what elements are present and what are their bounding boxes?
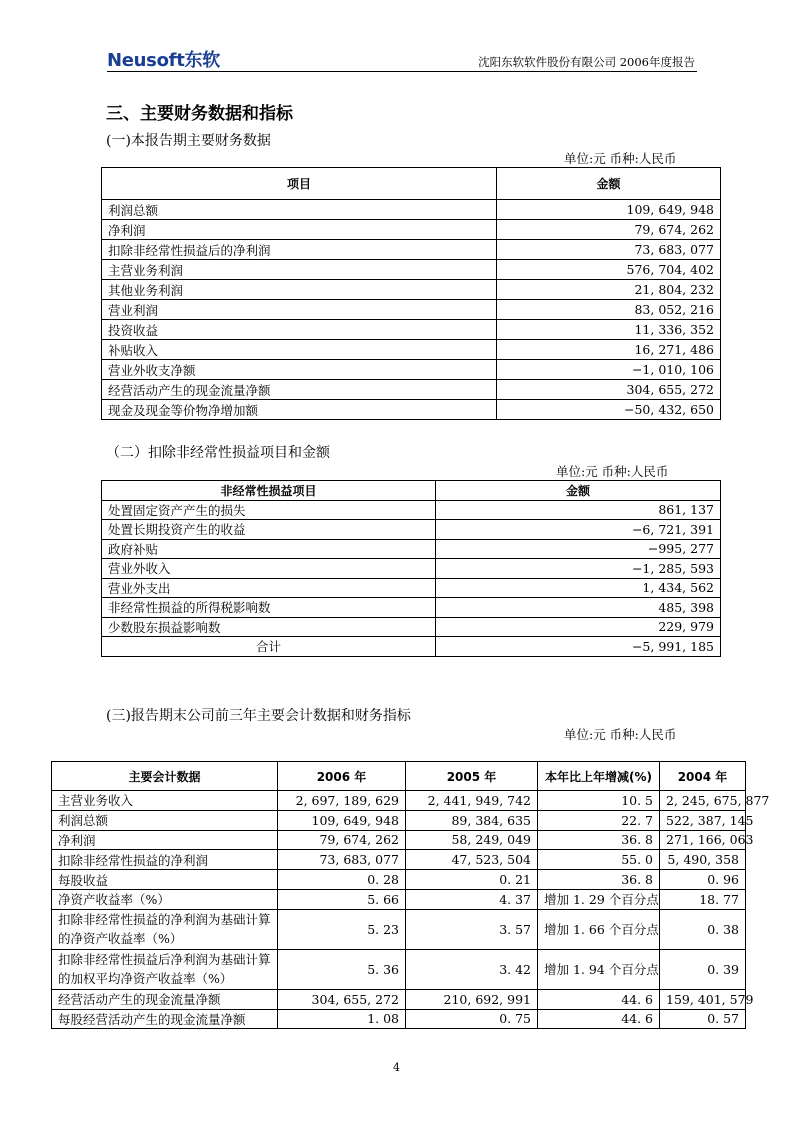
table-row [102, 578, 721, 598]
row-label: 净利润 [102, 220, 497, 240]
column-header: 非经常性损益项目 [102, 481, 436, 501]
section-title: 三、主要财务数据和指标 [106, 104, 293, 124]
row-value: 0. 28 [278, 870, 406, 890]
row-value: 1, 434, 562 [436, 578, 721, 598]
row-label: 净利润 [52, 830, 278, 850]
row-value: 485, 398 [436, 598, 721, 618]
row-value: 0. 57 [660, 1009, 746, 1029]
row-value: 576, 704, 402 [497, 260, 721, 280]
row-value: 36. 8 [538, 870, 660, 890]
row-value: 4. 37 [406, 889, 538, 909]
row-value: 2, 441, 949, 742 [406, 791, 538, 811]
part3-title: (三)报告期末公司前三年主要会计数据和财务指标 [106, 708, 411, 724]
row-label: 处置长期投资产生的收益 [102, 520, 436, 540]
part1-title: (一)本报告期主要财务数据 [106, 133, 271, 149]
table-row [102, 559, 721, 579]
table-row [102, 539, 721, 559]
table-row [52, 889, 746, 909]
row-value: 159, 401, 579 [660, 989, 746, 1009]
three-year-accounting-data-table [51, 761, 770, 1029]
table-header-row [52, 762, 746, 791]
row-value: −1, 285, 593 [436, 559, 721, 579]
table-row [52, 1009, 746, 1029]
row-value: −995, 277 [436, 539, 721, 559]
row-value: 73, 683, 077 [497, 240, 721, 260]
table-row [52, 989, 746, 1009]
row-value: 44. 6 [538, 989, 660, 1009]
row-label: 营业外收支净额 [102, 360, 497, 380]
row-label: 现金及现金等价物净增加额 [102, 400, 497, 420]
non-recurring-items-table [101, 480, 721, 657]
table-row [102, 260, 721, 280]
row-label: 其他业务利润 [102, 280, 497, 300]
row-label: 经营活动产生的现金流量净额 [52, 989, 278, 1009]
row-label: 政府补贴 [102, 539, 436, 559]
row-value: −1, 010, 106 [497, 360, 721, 380]
column-header: 本年比上年增减(%) [538, 762, 660, 791]
row-value: 79, 674, 262 [278, 830, 406, 850]
row-value: 47, 523, 504 [406, 850, 538, 870]
row-value: 229, 979 [436, 617, 721, 637]
page-number: 4 [393, 1061, 400, 1074]
table-header-row [102, 481, 721, 501]
row-value: 271, 166, 063 [660, 830, 746, 850]
table-row [52, 830, 746, 850]
row-label: 扣除非经常性损益后的净利润 [102, 240, 497, 260]
part3-unit: 单位:元 币种:人民币 [564, 727, 677, 742]
row-value: 5. 66 [278, 889, 406, 909]
part2-unit: 单位:元 币种:人民币 [556, 464, 669, 479]
row-label: 补贴收入 [102, 340, 497, 360]
row-value: 210, 692, 991 [406, 989, 538, 1009]
table-row [102, 617, 721, 637]
row-value: 109, 649, 948 [497, 200, 721, 220]
neusoft-logo: Neusoft东软 [107, 50, 220, 71]
row-value: 21, 804, 232 [497, 280, 721, 300]
row-value: 522, 387, 145 [660, 810, 746, 830]
row-label: 经营活动产生的现金流量净额 [102, 380, 497, 400]
table-row [52, 949, 746, 989]
row-value: 36. 8 [538, 830, 660, 850]
table-row [102, 360, 721, 380]
total-label: 合计 [102, 637, 436, 657]
row-value: 0. 75 [406, 1009, 538, 1029]
row-value: 3. 42 [406, 949, 538, 989]
total-value: −5, 991, 185 [436, 637, 721, 657]
table-row [102, 598, 721, 618]
part1-unit: 单位:元 币种:人民币 [564, 151, 677, 166]
row-value: 0. 38 [660, 909, 746, 949]
row-value: 22. 7 [538, 810, 660, 830]
row-value: 增加 1. 29 个百分点 [538, 889, 660, 909]
table-header-row [102, 168, 721, 200]
row-value: −6, 721, 391 [436, 520, 721, 540]
row-label: 扣除非经常性损益的净利润 [52, 850, 278, 870]
row-value: 18. 77 [660, 889, 746, 909]
row-label: 营业利润 [102, 300, 497, 320]
row-label: 投资收益 [102, 320, 497, 340]
row-value: 304, 655, 272 [278, 989, 406, 1009]
row-value: 11, 336, 352 [497, 320, 721, 340]
row-value: 16, 271, 486 [497, 340, 721, 360]
row-label: 营业外支出 [102, 578, 436, 598]
row-value: 增加 1. 94 个百分点 [538, 949, 660, 989]
row-label: 扣除非经常性损益的净利润为基础计算的净资产收益率（%） [52, 909, 278, 949]
row-value: 2, 245, 675, 877 [660, 791, 746, 811]
table-row [52, 791, 746, 811]
row-value: 44. 6 [538, 1009, 660, 1029]
row-value: 10. 5 [538, 791, 660, 811]
table-row [102, 340, 721, 360]
row-value: 83, 052, 216 [497, 300, 721, 320]
column-header: 金额 [436, 481, 721, 501]
table-row [102, 200, 721, 220]
table-row [102, 380, 721, 400]
row-value: 79, 674, 262 [497, 220, 721, 240]
row-value: 304, 655, 272 [497, 380, 721, 400]
total-row [102, 637, 721, 657]
table-row [102, 220, 721, 240]
row-value: 5. 23 [278, 909, 406, 949]
row-label: 扣除非经常性损益后净利润为基础计算的加权平均净资产收益率（%） [52, 949, 278, 989]
header-report-title: 沈阳东软软件股份有限公司 2006年度报告 [478, 55, 695, 69]
table-row [102, 280, 721, 300]
row-value: 109, 649, 948 [278, 810, 406, 830]
table-row [102, 300, 721, 320]
row-label: 每股经营活动产生的现金流量净额 [52, 1009, 278, 1029]
column-header: 金额 [497, 168, 721, 200]
row-value: 增加 1. 66 个百分点 [538, 909, 660, 949]
row-value: 2, 697, 189, 629 [278, 791, 406, 811]
row-value: 1. 08 [278, 1009, 406, 1029]
table-row [102, 320, 721, 340]
row-value: 861, 137 [436, 500, 721, 520]
column-header: 项目 [102, 168, 497, 200]
row-label: 少数股东损益影响数 [102, 617, 436, 637]
table-row [102, 500, 721, 520]
row-value: 0. 21 [406, 870, 538, 890]
column-header: 2005 年 [406, 762, 538, 791]
row-value: −50, 432, 650 [497, 400, 721, 420]
row-label: 利润总额 [102, 200, 497, 220]
row-label: 主营业务利润 [102, 260, 497, 280]
table-row [52, 810, 746, 830]
row-label: 主营业务收入 [52, 791, 278, 811]
row-value: 55. 0 [538, 850, 660, 870]
table-row [102, 400, 721, 420]
page-header [107, 46, 697, 72]
table-row [52, 909, 746, 949]
row-value: 58, 249, 049 [406, 830, 538, 850]
row-value: 89, 384, 635 [406, 810, 538, 830]
row-label: 营业外收入 [102, 559, 436, 579]
row-value: 0. 96 [660, 870, 746, 890]
row-label: 利润总额 [52, 810, 278, 830]
table-row [102, 240, 721, 260]
table-row [52, 850, 746, 870]
row-label: 净资产收益率（%） [52, 889, 278, 909]
main-financial-data-table [101, 167, 721, 420]
row-label: 处置固定资产产生的损失 [102, 500, 436, 520]
table-row [52, 870, 746, 890]
table-row [102, 520, 721, 540]
row-value: 5. 36 [278, 949, 406, 989]
row-label: 每股收益 [52, 870, 278, 890]
row-value: 0. 39 [660, 949, 746, 989]
column-header: 主要会计数据 [52, 762, 278, 791]
row-label: 非经常性损益的所得税影响数 [102, 598, 436, 618]
column-header: 2004 年 [660, 762, 746, 791]
row-value: 5, 490, 358 [660, 850, 746, 870]
column-header: 2006 年 [278, 762, 406, 791]
row-value: 3. 57 [406, 909, 538, 949]
part2-title: （二）扣除非经常性损益项目和金额 [106, 445, 330, 461]
row-value: 73, 683, 077 [278, 850, 406, 870]
